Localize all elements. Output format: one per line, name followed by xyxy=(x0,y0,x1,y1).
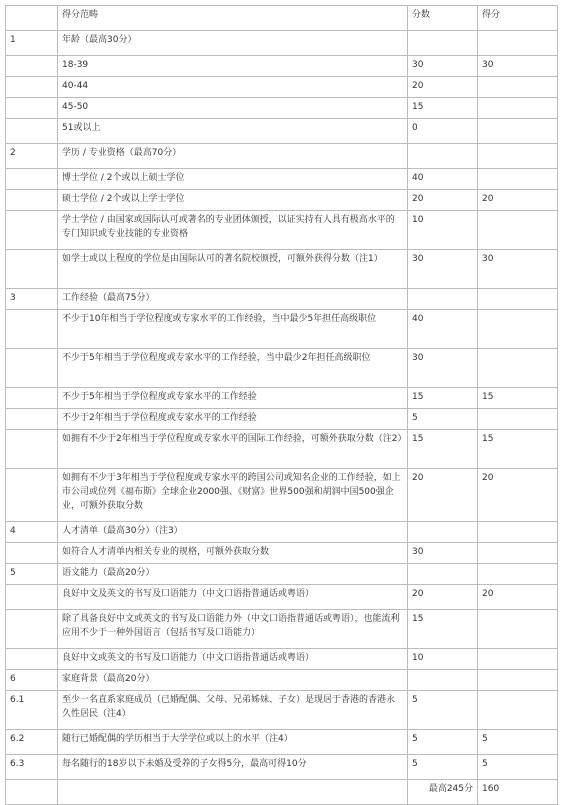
row-points: 30 xyxy=(408,349,478,388)
row-points: 15 xyxy=(408,610,478,649)
row-item: 如拥有不少于3年相当于学位程度或专家水平的跨国公司或知名企业的工作经验，如上市公司或位列《福布斯》全球企业2000强、《财富》世界500强和胡润中国500强企业，可额外获取分数 xyxy=(58,469,408,522)
row-number xyxy=(6,190,58,211)
row-score: 5 xyxy=(478,755,558,780)
row-number xyxy=(6,388,58,409)
row-number xyxy=(6,349,58,388)
row-points: 0 xyxy=(408,119,478,144)
row-score: 20 xyxy=(478,190,558,211)
table-row xyxy=(6,409,558,430)
row-score: 20 xyxy=(478,585,558,610)
row-score: 15 xyxy=(478,388,558,409)
row-number xyxy=(6,649,58,670)
table-row xyxy=(6,310,558,349)
row-item: 语文能力（最高20分） xyxy=(58,564,408,585)
row-points xyxy=(408,31,478,56)
row-score xyxy=(478,98,558,119)
row-number xyxy=(6,610,58,649)
row-points: 30 xyxy=(408,250,478,289)
row-points: 30 xyxy=(408,543,478,564)
row-score xyxy=(478,522,558,543)
row-item: 工作经验（最高75分） xyxy=(58,289,408,310)
table-row xyxy=(6,98,558,119)
row-item: 随行已婚配偶的学历相当于大学学位或以上的水平（注4） xyxy=(58,730,408,755)
row-score xyxy=(478,649,558,670)
row-number: 6.1 xyxy=(6,691,58,730)
row-item: 良好中文及英文的书写及口语能力（中文口语指普通话或粤语） xyxy=(58,585,408,610)
table-row xyxy=(6,469,558,522)
header-points: 分数 xyxy=(408,6,478,31)
table-row xyxy=(6,610,558,649)
table-row xyxy=(6,691,558,730)
footer-empty-cell xyxy=(6,780,58,805)
row-score: 30 xyxy=(478,250,558,289)
row-number xyxy=(6,56,58,77)
row-item: 每名随行的18岁以下未婚及受养的子女得5分，最高可得10分 xyxy=(58,755,408,780)
row-number: 6.2 xyxy=(6,730,58,755)
table-row xyxy=(6,730,558,755)
row-number xyxy=(6,169,58,190)
points-table-container xyxy=(5,5,558,805)
row-points xyxy=(408,564,478,585)
row-points: 40 xyxy=(408,169,478,190)
row-score xyxy=(478,211,558,250)
row-score xyxy=(478,564,558,585)
footer-row xyxy=(6,780,558,805)
row-item: 博士学位 / 2个或以上硕士学位 xyxy=(58,169,408,190)
row-score xyxy=(478,119,558,144)
footer-empty-cell xyxy=(58,780,408,805)
row-score xyxy=(478,691,558,730)
row-points: 20 xyxy=(408,190,478,211)
row-item: 如学士或以上程度的学位是由国际认可的著名院校颁授，可额外获得分数（注1） xyxy=(58,250,408,289)
table-row xyxy=(6,211,558,250)
row-number: 3 xyxy=(6,289,58,310)
row-points: 15 xyxy=(408,98,478,119)
row-number: 2 xyxy=(6,144,58,169)
total-score: 160 xyxy=(478,780,558,805)
table-row xyxy=(6,289,558,310)
row-points xyxy=(408,522,478,543)
row-points: 10 xyxy=(408,211,478,250)
row-number xyxy=(6,543,58,564)
row-item: 40-44 xyxy=(58,77,408,98)
row-item: 如符合人才清单内相关专业的规格，可额外获取分数 xyxy=(58,543,408,564)
row-item: 不少于5年相当于学位程度或专家水平的工作经验 xyxy=(58,388,408,409)
row-item: 人才清单（最高30分）（注3） xyxy=(58,522,408,543)
table-row xyxy=(6,670,558,691)
header-number-cell xyxy=(6,6,58,31)
row-points: 20 xyxy=(408,77,478,98)
row-item: 硕士学位 / 2个或以上学士学位 xyxy=(58,190,408,211)
row-item: 学士学位 / 由国家或国际认可或著名的专业团体颁授，以证实持有人具有极高水平的专门知识或专业技能的专业资格 xyxy=(58,211,408,250)
row-score xyxy=(478,349,558,388)
row-score xyxy=(478,543,558,564)
table-row xyxy=(6,77,558,98)
row-item: 不少于2年相当于学位程度或专家水平的工作经验 xyxy=(58,409,408,430)
table-row xyxy=(6,349,558,388)
row-score xyxy=(478,77,558,98)
row-number xyxy=(6,211,58,250)
row-points: 20 xyxy=(408,585,478,610)
table-row xyxy=(6,169,558,190)
row-score: 30 xyxy=(478,56,558,77)
header-row xyxy=(6,6,558,31)
table-row xyxy=(6,755,558,780)
row-score xyxy=(478,169,558,190)
row-number xyxy=(6,98,58,119)
row-item: 除了具备良好中文或英文的书写及口语能力外（中文口语指普通话或粤语），也能流利应用不少于一种外国语言（包括书写及口语能力） xyxy=(58,610,408,649)
row-item: 45-50 xyxy=(58,98,408,119)
row-points: 5 xyxy=(408,755,478,780)
row-points: 15 xyxy=(408,430,478,469)
row-number: 6.3 xyxy=(6,755,58,780)
row-item: 51或以上 xyxy=(58,119,408,144)
row-score: 15 xyxy=(478,430,558,469)
row-item: 不少于5年相当于学位程度或专家水平的工作经验，当中最少2年担任高级职位 xyxy=(58,349,408,388)
row-points xyxy=(408,670,478,691)
row-score xyxy=(478,610,558,649)
table-row xyxy=(6,564,558,585)
row-number xyxy=(6,310,58,349)
table-row xyxy=(6,430,558,469)
row-score xyxy=(478,670,558,691)
row-score xyxy=(478,144,558,169)
row-points: 5 xyxy=(408,691,478,730)
row-score xyxy=(478,409,558,430)
row-points: 20 xyxy=(408,469,478,522)
row-number xyxy=(6,77,58,98)
row-points xyxy=(408,289,478,310)
row-number xyxy=(6,250,58,289)
row-score xyxy=(478,31,558,56)
row-item: 不少于10年相当于学位程度或专家水平的工作经验，当中最少5年担任高级职位 xyxy=(58,310,408,349)
row-points: 40 xyxy=(408,310,478,349)
row-number: 5 xyxy=(6,564,58,585)
max-total-label: 最高245分 xyxy=(408,780,478,805)
header-score: 得分 xyxy=(478,6,558,31)
table-row xyxy=(6,388,558,409)
row-item: 家庭背景（最高20分） xyxy=(58,670,408,691)
table-row xyxy=(6,250,558,289)
row-points xyxy=(408,144,478,169)
table-row xyxy=(6,56,558,77)
row-score xyxy=(478,289,558,310)
row-points: 5 xyxy=(408,730,478,755)
table-row xyxy=(6,585,558,610)
points-table xyxy=(5,5,558,805)
table-row xyxy=(6,31,558,56)
header-criteria: 得分范畴 xyxy=(58,6,408,31)
table-row xyxy=(6,119,558,144)
row-number xyxy=(6,430,58,469)
row-number xyxy=(6,585,58,610)
row-score: 20 xyxy=(478,469,558,522)
row-score: 5 xyxy=(478,730,558,755)
row-number: 6 xyxy=(6,670,58,691)
row-item: 学历 / 专业资格（最高70分） xyxy=(58,144,408,169)
row-number xyxy=(6,409,58,430)
row-item: 至少一名直系家庭成员（已婚配偶、父母、兄弟姊妹、子女）是现居于香港的香港永久性居民（注4） xyxy=(58,691,408,730)
row-points: 10 xyxy=(408,649,478,670)
row-number: 1 xyxy=(6,31,58,56)
row-item: 如拥有不少于2年相当于学位程度或专家水平的国际工作经验，可额外获取分数（注2） xyxy=(58,430,408,469)
row-item: 18-39 xyxy=(58,56,408,77)
row-number xyxy=(6,469,58,522)
table-row xyxy=(6,543,558,564)
row-number: 4 xyxy=(6,522,58,543)
table-row xyxy=(6,522,558,543)
table-row xyxy=(6,190,558,211)
table-row xyxy=(6,144,558,169)
row-item: 年龄（最高30分） xyxy=(58,31,408,56)
row-number xyxy=(6,119,58,144)
row-points: 30 xyxy=(408,56,478,77)
table-row xyxy=(6,649,558,670)
row-score xyxy=(478,310,558,349)
row-points: 5 xyxy=(408,409,478,430)
row-item: 良好中文或英文的书写及口语能力（中文口语指普通话或粤语） xyxy=(58,649,408,670)
row-points: 15 xyxy=(408,388,478,409)
